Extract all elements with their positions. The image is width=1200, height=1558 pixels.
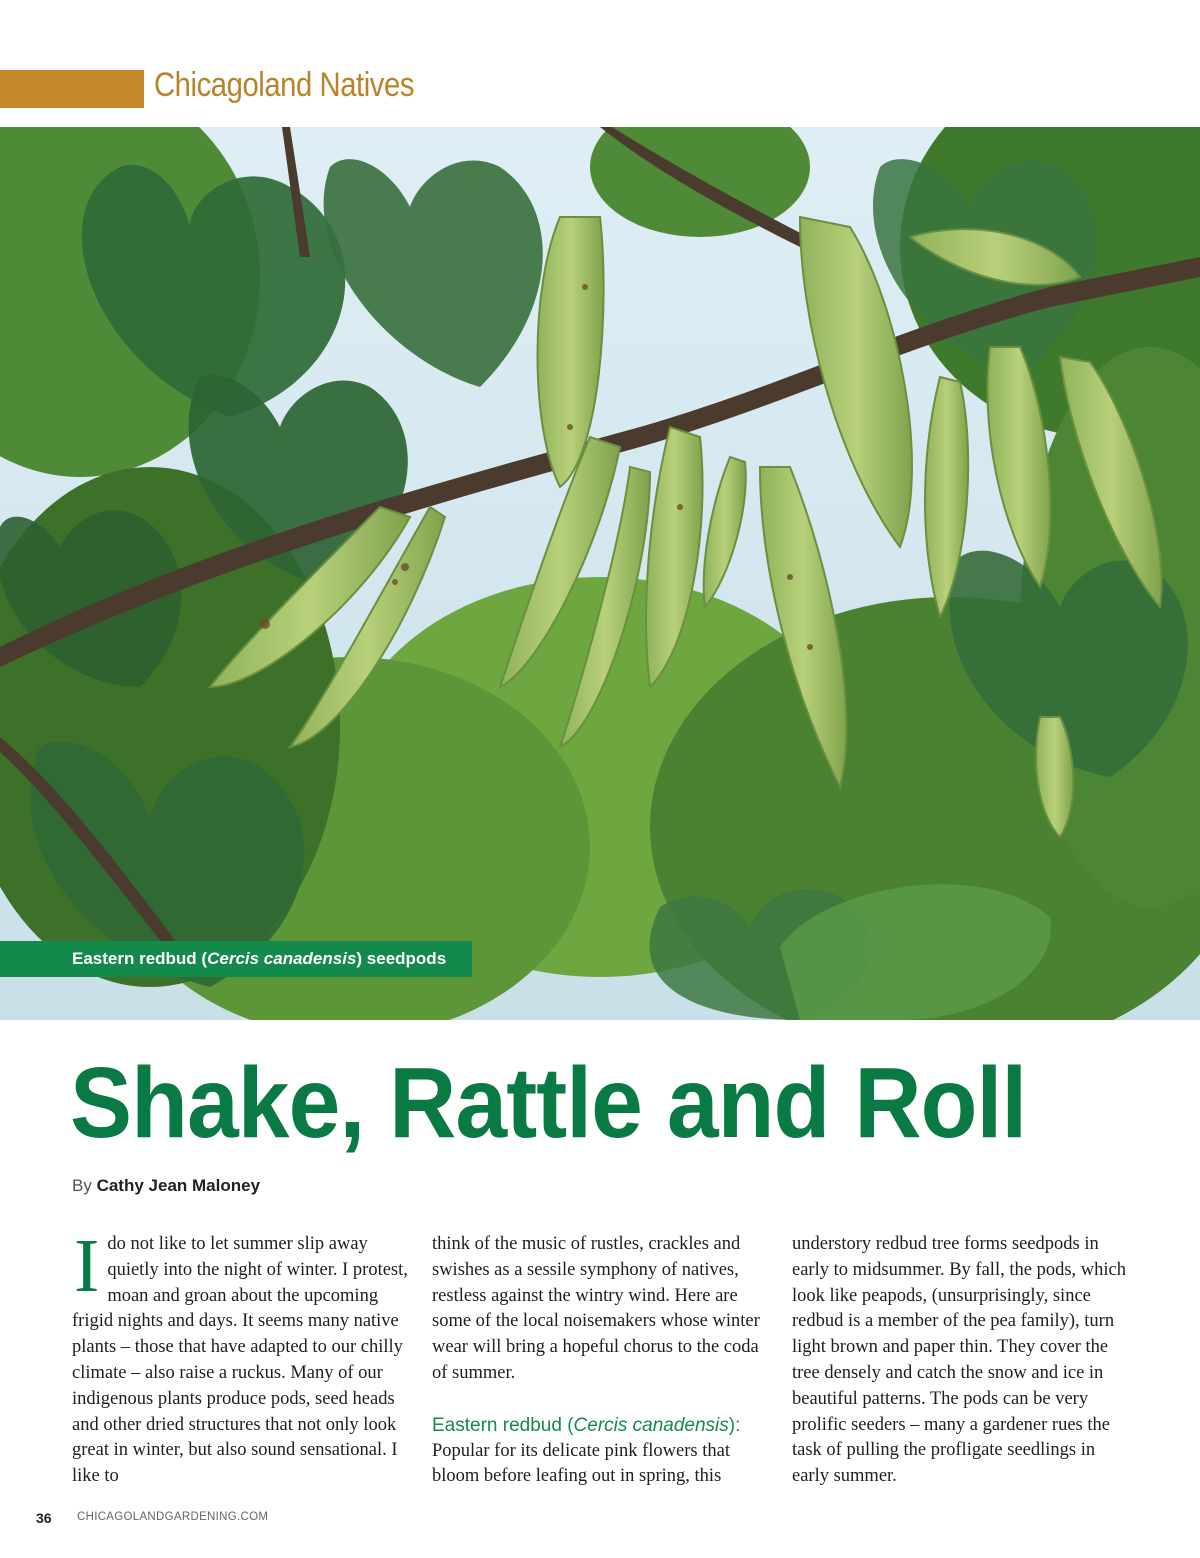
column-3-text: understory redbud tree forms seedpods in early to midsummer. By fall, the pods, which look like peapods, (unsurprisingly, since redbud is a member of the pea family), turn light brown and paper thin. They cover the tree densely and catch the snow and ice in beautiful patterns. The pods can be very prolific seeders – many a gardener rues the task of pulling the profligate seedlings in early summer. <box>792 1234 1126 1487</box>
feature-photo <box>0 127 1200 1020</box>
page-number: 36 <box>36 1510 52 1526</box>
subhead-suffix: ): <box>728 1414 741 1436</box>
article-column-1 <box>72 1224 412 1490</box>
subhead-species: Cercis canadensis <box>573 1414 729 1436</box>
article-headline: Shake, Rattle and Roll <box>70 1047 1027 1159</box>
byline-prefix: By <box>72 1176 92 1195</box>
caption-prefix: Eastern redbud ( <box>72 949 208 968</box>
species-subhead <box>432 1413 772 1439</box>
article-column-2 <box>432 1232 772 1490</box>
subhead-prefix: Eastern redbud ( <box>432 1414 574 1436</box>
caption-suffix: ) seedpods <box>356 949 447 968</box>
byline <box>72 1176 260 1196</box>
section-title: Chicagoland Natives <box>154 66 415 104</box>
column-1-text: do not like to let summer slip away quietly into the night of winter. I protest, moan and groan about the upcoming frigid nights and days. It seems many native plants – those that have adapted to our chilly climate – also raise a ruckus. Many of our indigenous plants produce pods, seed heads and other dried structures that not only look great in winter, but also sound sensational. I like to <box>72 1234 408 1487</box>
section-color-bar <box>0 70 144 108</box>
redbud-seedpods-illustration <box>0 127 1200 1020</box>
dropcap: I <box>74 1224 100 1308</box>
article-column-3 <box>792 1232 1132 1490</box>
column-2-text-b: Popular for its delicate pink flowers that bloom before leafing out in spring, this <box>432 1440 730 1487</box>
author-name: Cathy Jean Maloney <box>96 1176 261 1195</box>
caption-species: Cercis canadensis <box>207 949 357 968</box>
footer-site-url: CHICAGOLANDGARDENING.COM <box>77 1511 269 1523</box>
photo-caption <box>0 941 472 977</box>
column-2-text: think of the music of rustles, crackles and swishes as a sessile symphony of natives, restless against the wintry wind. Here are some of the local noisemakers whose winter wear will bring a hopeful chorus to the coda of summer. <box>432 1234 760 1383</box>
